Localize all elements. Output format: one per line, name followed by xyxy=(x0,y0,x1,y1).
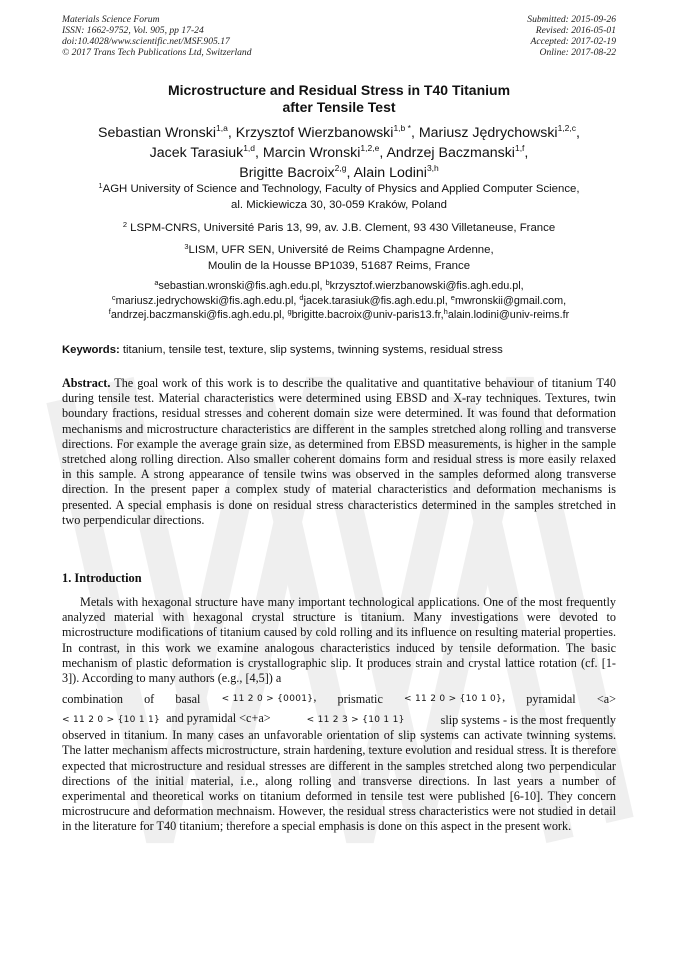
pyramidal-a-slip-notation: < 11 2 0 > {10 1 1} xyxy=(62,715,161,726)
email-link[interactable]: mariusz.jedrychowski@fis.agh.edu.pl, xyxy=(115,294,300,307)
email-link[interactable]: sebastian.wronski@fis.agh.edu.pl, xyxy=(158,280,326,292)
text-fragment: <a> xyxy=(596,692,616,707)
email-link[interactable]: alain.lodini@univ-reims.fr xyxy=(447,309,570,321)
doi-line: doi:10.4028/www.scientific.net/MSF.905.17 xyxy=(62,36,230,47)
email-marker: c xyxy=(111,292,116,302)
author-affil: 1,2,e xyxy=(360,143,380,153)
email-marker: a xyxy=(154,278,159,287)
author-sep: , xyxy=(524,145,529,161)
paper-title xyxy=(62,82,616,116)
intro-paragraph-1: Metals with hexagonal structure have many important technological applications. One of the most frequently analyzed material with hexagonal crystal structure is titanium. Many investigations were devoted to microstructure modifications of titanium caused by cold rolling and its influence on resulting material properties. In contrast, in this work we examine analogous characteristics induced by tensile deformation. The basic mechanism of plastic deformation is crystallographic slip. It produces strain and crystal lattice rotation (cf. [1-3]). According to many authors (e.g., [4,5]) a xyxy=(62,595,616,686)
author-name: Mariusz Jędrychowski xyxy=(418,125,558,141)
submitted-date: Submitted: 2015-09-26 xyxy=(527,14,616,25)
title-line-2: after Tensile Test xyxy=(282,99,396,115)
keywords-label: Keywords: xyxy=(62,344,120,356)
issn-line: ISSN: 1662-9752, Vol. 905, pp 17-24 xyxy=(62,25,204,36)
email-link[interactable]: krzysztof.wierzbanowski@fis.agh.edu.pl, xyxy=(329,280,524,292)
author-affil: 1,d xyxy=(243,143,256,153)
author-affil: 1,f xyxy=(514,143,525,153)
publication-dates xyxy=(527,14,616,58)
introduction-body xyxy=(62,595,616,835)
email-line-1 xyxy=(62,279,616,294)
text-fragment: and pyramidal <c+a> xyxy=(166,711,271,726)
text-fragment: , xyxy=(313,690,317,705)
abstract-label: Abstract. xyxy=(62,376,111,390)
basal-slip-notation: < 11 2 0 > {0001} xyxy=(221,694,314,705)
email-marker: g xyxy=(287,307,292,316)
affiliation-3-line-2: Moulin de la Housse BP1039, 51687 Reims, France xyxy=(207,259,471,272)
author-name: Jacek Tarasiuk xyxy=(149,145,244,161)
author-affil: 1,2,c xyxy=(557,123,577,133)
author-sep: , xyxy=(346,165,354,181)
affiliation-1-line-1 xyxy=(62,182,616,198)
revised-date: Revised: 2016-05-01 xyxy=(535,25,616,36)
accepted-date: Accepted: 2017-02-19 xyxy=(530,36,616,47)
author-name: Marcin Wronski xyxy=(262,145,361,161)
journal-name: Materials Science Forum xyxy=(62,14,160,25)
keywords-text: titanium, tensile test, texture, slip systems, twinning systems, residual stress xyxy=(119,344,503,356)
author-sep: , xyxy=(410,125,419,141)
author-name: Sebastian Wronski xyxy=(98,125,217,141)
online-date: Online: 2017-08-22 xyxy=(539,47,616,58)
text-fragment: basal xyxy=(175,692,201,707)
affil-text: LISM, UFR SEN, Université de Reims Champagne Ardenne, xyxy=(188,244,494,256)
abstract xyxy=(62,376,616,528)
email-marker: h xyxy=(443,307,448,316)
slip-systems-line-1 xyxy=(62,686,616,707)
affiliation-3 xyxy=(62,243,616,274)
prismatic-slip-notation: < 11 2 0 > {10 1 0} xyxy=(404,694,503,705)
text-fragment: of xyxy=(144,692,155,707)
affiliation-3-line-1 xyxy=(62,243,616,259)
author-affil: 1,a xyxy=(216,123,228,133)
email-list xyxy=(62,279,616,323)
slip-systems-line-2 xyxy=(62,709,616,728)
affil-marker: 2 xyxy=(122,220,127,229)
affiliation-1-line-2: al. Mickiewicza 30, 30-059 Kraków, Poland xyxy=(231,198,447,211)
email-link[interactable]: andrzej.baczmanski@fis.agh.edu.pl, xyxy=(110,309,288,321)
author-sep: , xyxy=(255,145,263,161)
email-line-2 xyxy=(62,294,616,309)
email-marker: b xyxy=(325,278,330,287)
copyright-line: © 2017 Trans Tech Publications Ltd, Switzerland xyxy=(62,47,252,58)
author-affil: 1,b * xyxy=(393,123,411,133)
author-line-3 xyxy=(62,163,616,183)
author-name: Brigitte Bacroix xyxy=(239,165,335,181)
keywords xyxy=(62,343,616,357)
title-line-1: Microstructure and Residual Stress in T40 Titanium xyxy=(167,82,511,98)
author-name: Alain Lodini xyxy=(353,165,427,181)
email-marker: f xyxy=(108,307,111,316)
affil-text: AGH University of Science and Technology, Faculty of Physics and Applied Computer Science, xyxy=(102,183,580,195)
pyramidal-ca-slip-notation: < 11 2 3 > {10 1 1} xyxy=(306,715,405,726)
email-link[interactable]: brigitte.bacroix@univ-paris13.fr, xyxy=(291,309,444,321)
text-fragment: , xyxy=(502,690,506,705)
author-sep: , xyxy=(227,125,236,141)
email-marker: e xyxy=(450,292,455,302)
author-affil: 3,h xyxy=(426,163,439,173)
email-line-3 xyxy=(62,308,616,323)
author-sep: , xyxy=(576,125,580,141)
affil-marker: 1 xyxy=(98,181,103,190)
author-affil: 2,g xyxy=(334,163,347,173)
author-name: Andrzej Baczmanski xyxy=(386,145,515,161)
text-fragment: slip systems - is the most frequently xyxy=(440,713,616,728)
abstract-text: The goal work of this work is to describe the qualitative and quantitative behaviour of titanium T40 during tensile test. Material characteristics were determined using EBSD and X-ray techniques. Textures, twin boundary fractions, residual stresses and coherent domain size were determined. It was found that deformation mechanisms and microstructure characteristics are different in the samples stretched along rolling and transverse directions. For example the average grain size, as determined from EBSD measurements, is higher in the sample stretched along rolling direction. Also smaller coherent domains form and residual stress is more easily relaxed in this sample. A strong appearance of tensile twins was observed in the samples deformed along transverse direction. In the present paper a complex study of material characteristics and deformation mechanisms is presented. A special emphasis is done on residual stress characteristics determined in the samples stretched in two perpendicular directions. xyxy=(62,376,616,527)
email-link[interactable]: jacek.tarasiuk@fis.agh.edu.pl, xyxy=(303,294,451,307)
section-heading-introduction: 1. Introduction xyxy=(62,571,142,585)
affil-marker: 3 xyxy=(184,242,189,251)
affiliation-2-line-1 xyxy=(62,221,616,237)
text-fragment: combination xyxy=(62,692,123,707)
author-list xyxy=(62,123,616,183)
email-marker: d xyxy=(299,292,304,302)
author-line-1 xyxy=(62,123,616,143)
email-link[interactable]: mwronskii@gmail.com, xyxy=(454,294,567,307)
intro-paragraph-1-continued: observed in titanium. In many cases an unfavorable orientation of slip systems can activate twinning systems. The latter mechanism affects microstructure, strain hardening, texture evolution and residual stress. It is therefore expected that microstructure and residual stresses are different in the samples stretched along two perpendicular directions of the initial material, i.e., along rolling and transverse directions. In last years a number of experimental and theoretical works on titanium deformed in tensile test were published [6-10]. They concern microstrucure and deformation mechnaism. However, the residual stress characteristics were not studied in detail in the literature for T40 titanium; therefore a special emphasis is done on this aspect in the present work. xyxy=(62,728,616,834)
affiliation-1 xyxy=(62,182,616,213)
text-fragment: pyramidal xyxy=(526,692,576,707)
journal-info xyxy=(62,14,252,58)
affil-text: LSPM-CNRS, Université Paris 13, 99, av. J.B. Clement, 93 430 Villetaneuse, France xyxy=(126,222,556,234)
text-fragment: prismatic xyxy=(337,692,383,707)
author-line-2 xyxy=(62,143,616,163)
affiliation-2 xyxy=(62,221,616,237)
author-name: Krzysztof Wierzbanowski xyxy=(235,125,394,141)
author-sep: , xyxy=(379,145,387,161)
